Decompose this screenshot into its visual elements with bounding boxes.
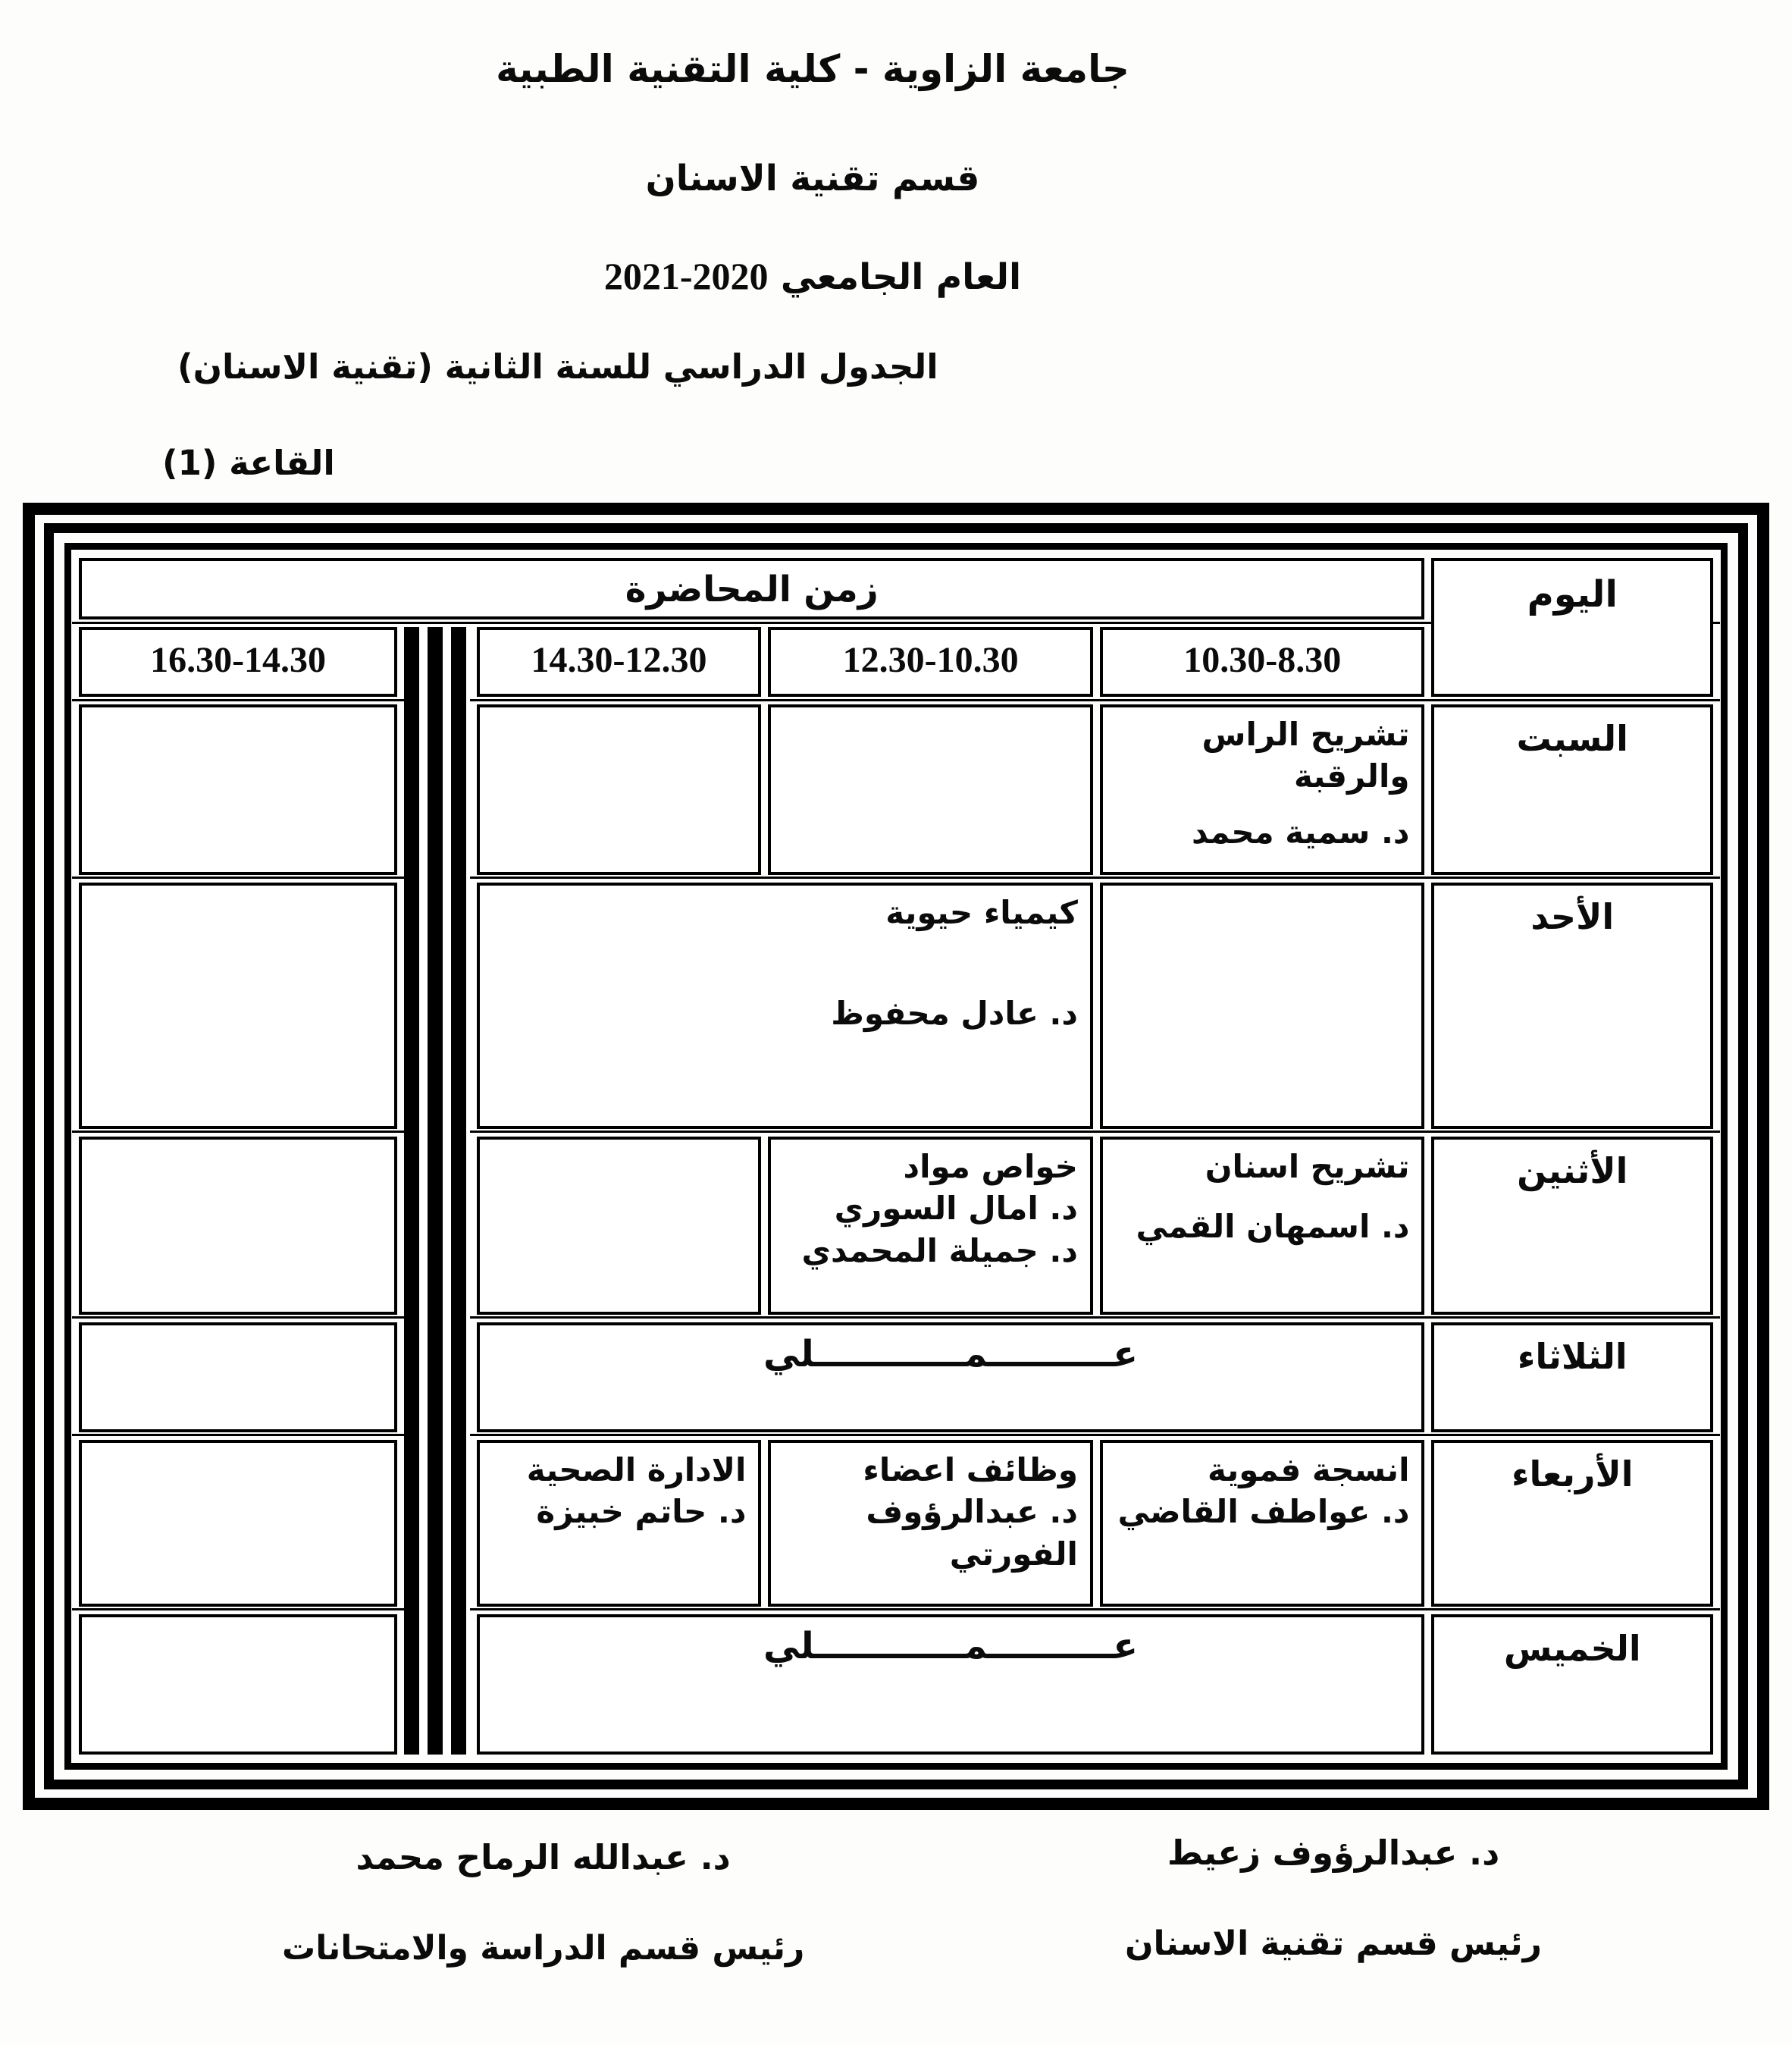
lecture-time-header: زمن المحاضرة: [79, 558, 1424, 619]
signatures-section: [0, 1824, 1792, 2051]
doctor-line: د. جميلة المحمدي: [801, 1231, 1078, 1269]
cell-tuesday-empty: [79, 1322, 397, 1432]
cell-saturday-anatomy: [1100, 704, 1425, 875]
cell-wednesday-empty: [79, 1440, 397, 1607]
hall-number: القاعة (1): [162, 443, 335, 483]
cell-wednesday-health-administration: [477, 1440, 762, 1607]
doctor-line: د. امال السوري: [834, 1190, 1078, 1228]
cell-monday-empty-1: [477, 1137, 762, 1315]
doctor-line: د. عادل محفوظ: [831, 995, 1078, 1033]
academic-year-value: 2021-2020: [603, 255, 769, 297]
subject-line: تشريح الراس: [1201, 716, 1410, 753]
column-separator-band: [404, 627, 470, 1755]
doctor-line: د. عواطف القاضي: [1117, 1493, 1410, 1531]
cell-saturday-empty-2: [477, 704, 762, 875]
cell-monday-material-properties: [768, 1137, 1093, 1315]
day-cell-wednesday: الأربعاء: [1431, 1440, 1713, 1607]
table-outer-frame: [23, 503, 1769, 1810]
cell-sunday-biochemistry: [477, 883, 1093, 1129]
timetable: [72, 550, 1720, 1762]
cell-tuesday-practical: عــــــــــمــــــــــــلي: [477, 1322, 1425, 1432]
doctor-line: د. عبدالرؤوف: [866, 1493, 1078, 1531]
doctor-line: الفورتي: [949, 1535, 1078, 1573]
day-cell-monday: الأثنين: [1431, 1137, 1713, 1315]
schedule-title: الجدول الدراسي للسنة الثانية (تقنية الاسنان): [177, 347, 938, 387]
signature-right: [1125, 1833, 1542, 1963]
doctor-line: د. سمية محمد: [1191, 813, 1410, 851]
subject-line: خواص مواد: [903, 1148, 1078, 1185]
day-cell-tuesday: الثلاثاء: [1431, 1322, 1713, 1432]
slot-header-1230-1430: 14.30-12.30: [477, 627, 762, 697]
cell-saturday-empty-3: [79, 704, 397, 875]
cell-wednesday-physiology: [768, 1440, 1093, 1607]
cell-saturday-empty-1: [768, 704, 1093, 875]
subject-line: انسجة فموية: [1207, 1451, 1410, 1488]
cell-thursday-empty: [79, 1614, 397, 1755]
university-title: جامعة الزاوية - كلية التقنية الطبية: [496, 47, 1129, 91]
slot-header-1030-1230: 12.30-10.30: [768, 627, 1093, 697]
day-cell-saturday: السبت: [1431, 704, 1713, 875]
doctor-line: د. حاتم خبيزة: [536, 1493, 747, 1531]
signature-right-title: رئيس قسم تقنية الاسنان: [1125, 1924, 1542, 1963]
cell-sunday-empty-2: [79, 883, 397, 1129]
slot-header-1430-1630: 16.30-14.30: [79, 627, 397, 697]
cell-wednesday-oral-histology: [1100, 1440, 1425, 1607]
subject-line: الادارة الصحية: [526, 1451, 747, 1488]
table-middle-frame: [44, 523, 1748, 1789]
academic-year-label: العام الجامعي: [780, 256, 1022, 298]
signature-left-title: رئيس قسم الدراسة والامتحانات: [282, 1929, 805, 1968]
signature-left: [282, 1837, 804, 1968]
day-column-header: اليوم: [1431, 558, 1713, 697]
cell-monday-dental-anatomy: [1100, 1137, 1425, 1315]
subject-line: وظائف اعضاء: [863, 1451, 1078, 1488]
slot-header-0830-1030: 10.30-8.30: [1100, 627, 1425, 697]
day-cell-thursday: الخميس: [1431, 1614, 1713, 1755]
day-cell-sunday: الأحد: [1431, 883, 1713, 1129]
signature-right-name: د. عبدالرؤوف زعيط: [1167, 1833, 1500, 1873]
table-inner-frame: [64, 543, 1728, 1770]
subject-line: تشريح اسنان: [1205, 1148, 1410, 1185]
signature-left-name: د. عبدالله الرماح محمد: [356, 1837, 731, 1877]
subject-line: والرقبة: [1293, 757, 1410, 795]
subject-line: كيمياء حيوية: [885, 894, 1078, 931]
cell-sunday-empty-1: [1100, 883, 1425, 1129]
cell-thursday-practical: عــــــــــمــــــــــــلي: [477, 1614, 1425, 1755]
academic-year-line: [0, 254, 1709, 298]
cell-monday-empty-2: [79, 1137, 397, 1315]
doctor-line: د. اسمهان القمي: [1136, 1208, 1410, 1246]
department-title: قسم تقنية الاسنان: [645, 158, 980, 199]
